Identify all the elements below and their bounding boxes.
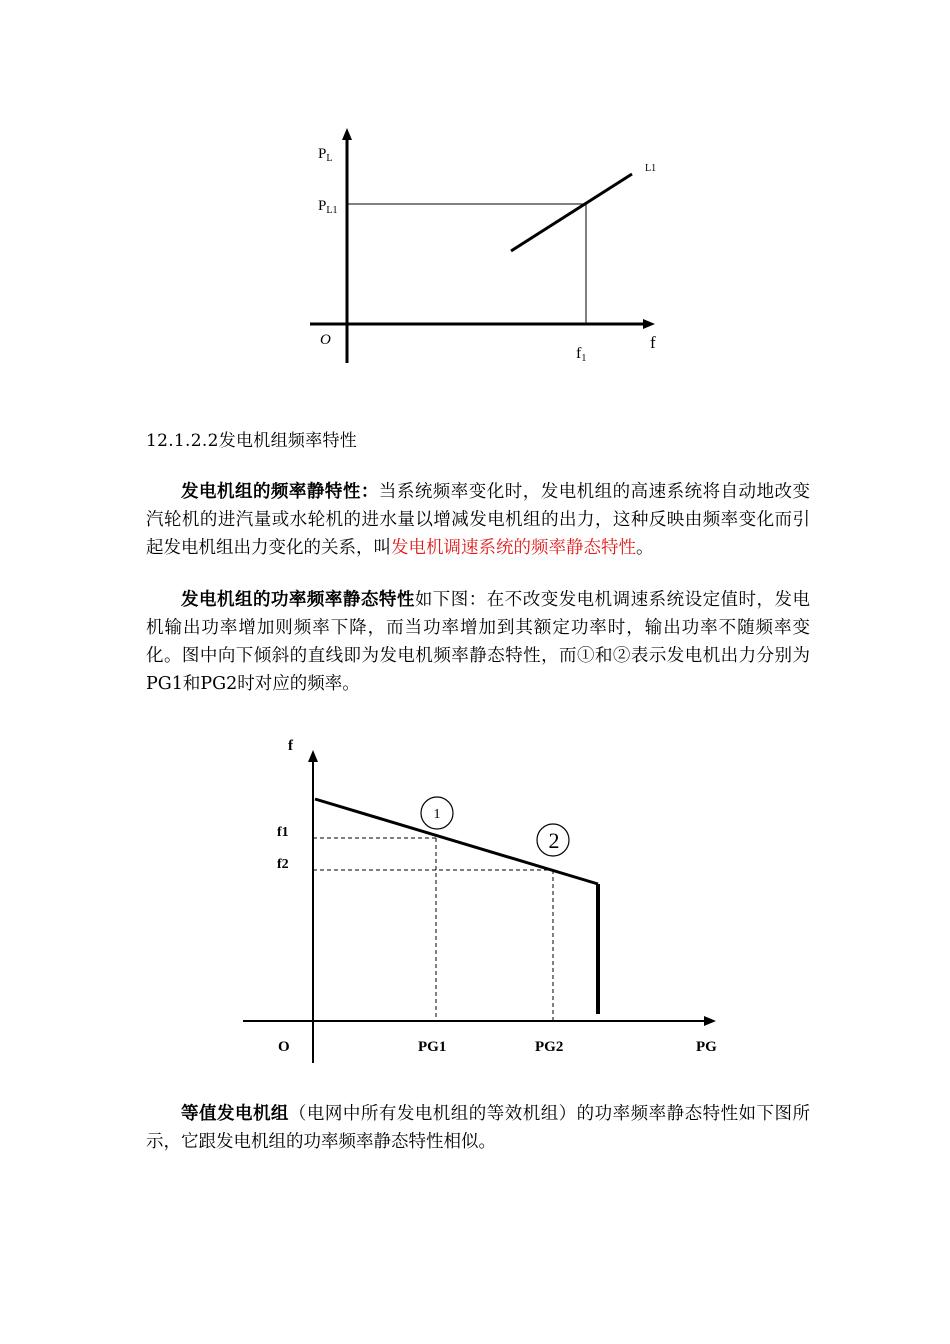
marker-1-label: 1 [433,807,441,822]
paragraph-lead: 等值发电机组 [181,1104,289,1124]
section-heading: 12.1.2.2发电机组频率特性 [146,431,358,451]
x-axis-arrow [643,319,655,329]
line-l1-label: L1 [645,163,657,174]
y-axis-label: $P_L$ [318,146,333,164]
x-axis-label: f [650,333,656,352]
load-frequency-svg [0,0,950,400]
x-axis-label: PG [696,1039,717,1055]
pg2-tick-label: PG2 [535,1039,564,1055]
paragraph-frequency-static [146,478,810,562]
load-characteristic-line [511,174,632,251]
paragraph-text: 当系统频率变化时，发电机组的高速系统将自动地改变汽轮机的进汽量或水轮机的进水量以增减发电机组的出力，这种反映由频率变化而引起发电机组出力变化的关系，叫 [146,482,811,558]
pl1-tick-label: $P_{L1}$ [318,198,338,216]
highlight-term: 发电机调速系统的频率静态特性 [391,538,636,558]
y-axis-arrow [308,750,318,762]
y-axis-arrow [342,128,352,140]
marker-2-label: 2 [548,828,560,853]
f1-tick-label: f1 [277,825,289,840]
paragraph-text: 如下图：在不改变发电机调速系统设定值时，发电机输出功率增加则频率下降，而当功率增加到其额定功率时，输出功率不随频率变化。图中向下倾斜的直线即为发电机频率静态特性，而①和②表示发电机出力分别为PG1和PG2时对应的频率。 [146,590,811,694]
y-axis-label: f [288,738,293,754]
generator-characteristic-figure [0,720,950,1080]
paragraph-end: 。 [636,538,654,558]
paragraph-equivalent-generator [146,1100,810,1156]
paragraph-lead: 发电机组的频率静特性： [181,482,379,502]
f1-tick-label: f1 [576,345,587,364]
generator-characteristic-svg [0,720,950,1080]
paragraph-power-frequency [146,586,810,698]
paragraph-text: （电网中所有发电机组的等效机组）的功率频率静态特性如下图所示，它跟发电机组的功率频率静态特性相似。 [146,1104,811,1152]
f2-tick-label: f2 [277,857,289,872]
pg1-tick-label: PG1 [418,1039,447,1055]
origin-label: O [278,1039,290,1055]
x-axis-arrow [704,1016,716,1026]
paragraph-lead: 发电机组的功率频率静态特性 [181,590,415,610]
origin-label: O [320,332,331,348]
load-frequency-figure [0,0,950,400]
